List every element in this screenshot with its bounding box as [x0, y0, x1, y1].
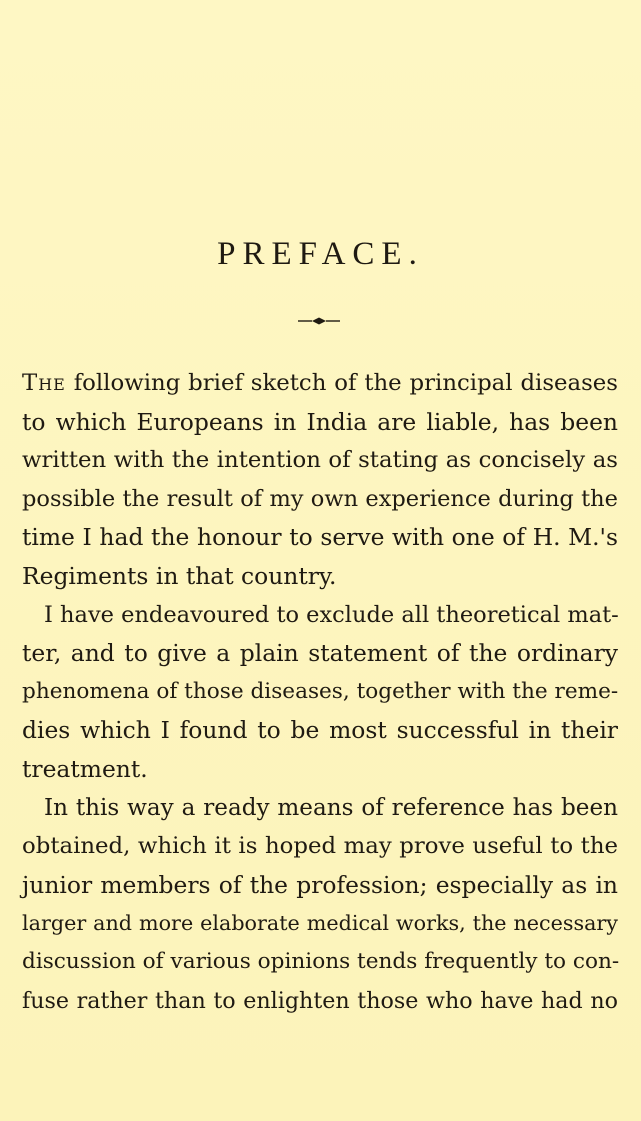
- text-line: to which Europeans in India are liable, has been: [22, 407, 618, 436]
- text-line: dies which I found to be most successful in their: [22, 716, 618, 745]
- text-line: Regiments in that country.: [22, 561, 337, 590]
- text-line: ter, and to give a plain statement of the ordinary: [22, 639, 618, 668]
- text-line: phenomena of those diseases, together with the reme-: [22, 678, 619, 704]
- text-line: discussion of various opinions tends frequently to con-: [22, 948, 620, 974]
- text-line: treatment.: [22, 754, 148, 783]
- drop-word: The: [22, 370, 66, 396]
- text-line: time I had the honour to serve with one of H. M.'s: [22, 523, 618, 552]
- text-line: obtained, which it is hoped may prove useful to the: [22, 833, 618, 860]
- text-line: fuse rather than to enlighten those who have had no: [22, 987, 618, 1014]
- text-line: possible the result of my own experience during the: [22, 485, 618, 512]
- divider-ornament: [297, 314, 341, 328]
- line-text: following brief sketch of the principal diseases: [65, 370, 618, 396]
- text-line: In this way a ready means of reference has been: [44, 794, 618, 821]
- text-line: written with the intention of stating as concisely as: [22, 447, 618, 474]
- text-line: larger and more elaborate medical works, the necessary: [22, 911, 618, 936]
- text-line: junior members of the profession; especially as in: [22, 870, 618, 899]
- text-line: [22, 364, 618, 403]
- page-title: PREFACE.: [217, 236, 424, 272]
- body-text: [22, 364, 618, 1020]
- text-line: I have endeavoured to exclude all theoretical mat-: [44, 601, 619, 628]
